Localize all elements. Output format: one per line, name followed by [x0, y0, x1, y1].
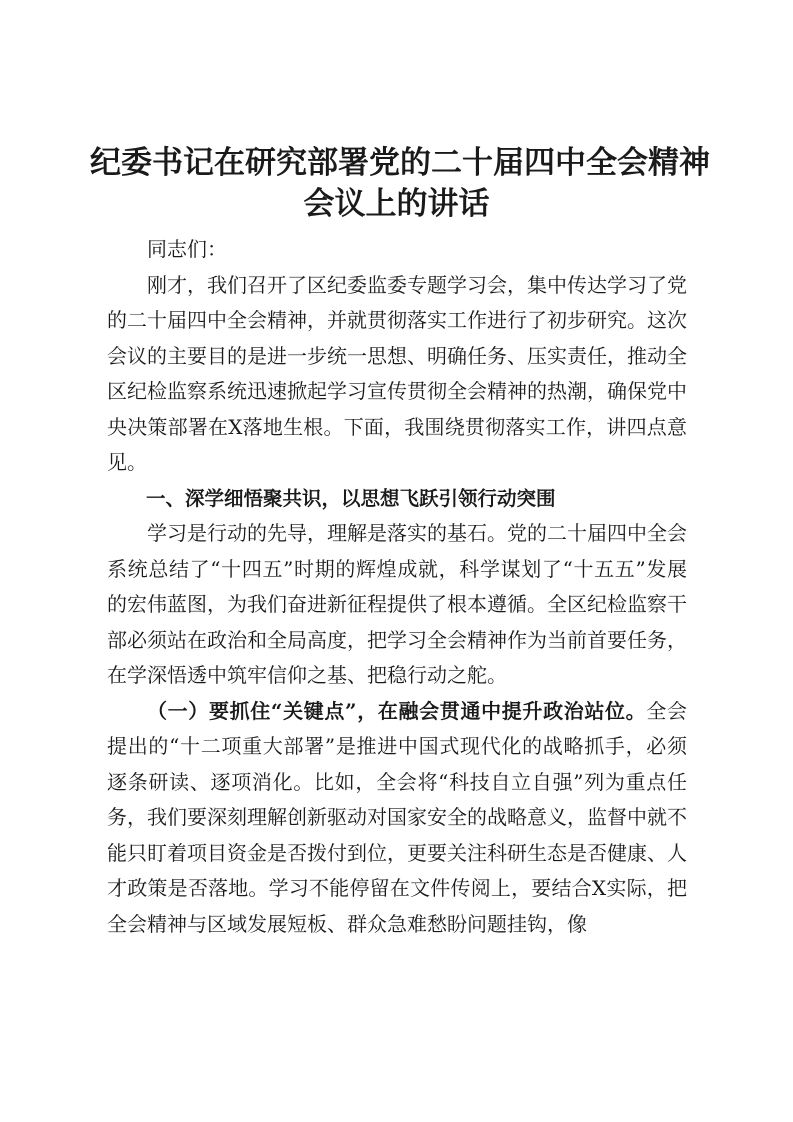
document-title-line-1: 纪委书记在研究部署党的二十届四中全会精神: [90, 145, 710, 181]
paragraph-section-1: 学习是行动的先导，理解是落实的基石。党的二十届四中全会系统总结了“十四五”时期的辉煌成就，科学谋划了“十五五”发展的宏伟蓝图，为我们奋进新征程提供了根本遵循。全区纪检监察干部必须站在政治和全局高度，把学习全会精神作为当前首要任务，在学深悟透中筑牢信仰之基、把稳行动之舵。: [107, 521, 687, 687]
document-body: [107, 232, 687, 942]
salutation: 同志们：: [147, 237, 227, 261]
subsection-text: 全会提出的“十二项重大部署”是推进中国式现代化的战略抓手，必须逐条研读、逐项消化。比如，全会将“科技自立自强”列为重点任务，我们要深刻理解创新驱动对国家安全的战略意义，监督中就不能只盯着项目资金是否拨付到位，更要关注科研生态是否健康、人才政策是否落地。学习不能停留在文件传阅上，要结合X实际，把全会精神与区域发展短板、群众急难愁盼问题挂钩，像: [107, 698, 687, 936]
paragraph-subsection-1: [107, 694, 687, 943]
paragraph-intro: 刚才，我们召开了区纪委监委专题学习会，集中传达学习了党的二十届四中全会精神，并就贯彻落实工作进行了初步研究。这次会议的主要目的是进一步统一思想、明确任务、压实责任，推动全区纪检监察系统迅速掀起学习宣传贯彻全会精神的热潮，确保党中央决策部署在X落地生根。下面，我围绕贯彻落实工作，讲四点意见。: [107, 272, 687, 474]
document-title-line-2: 会议上的讲话: [303, 186, 490, 222]
subsection-lead: （一）要抓住“关键点”，在融会贯通中提升政治站位。: [147, 698, 647, 723]
section-heading-1: 一、深学细悟聚共识，以思想飞跃引领行动突围: [146, 486, 556, 510]
